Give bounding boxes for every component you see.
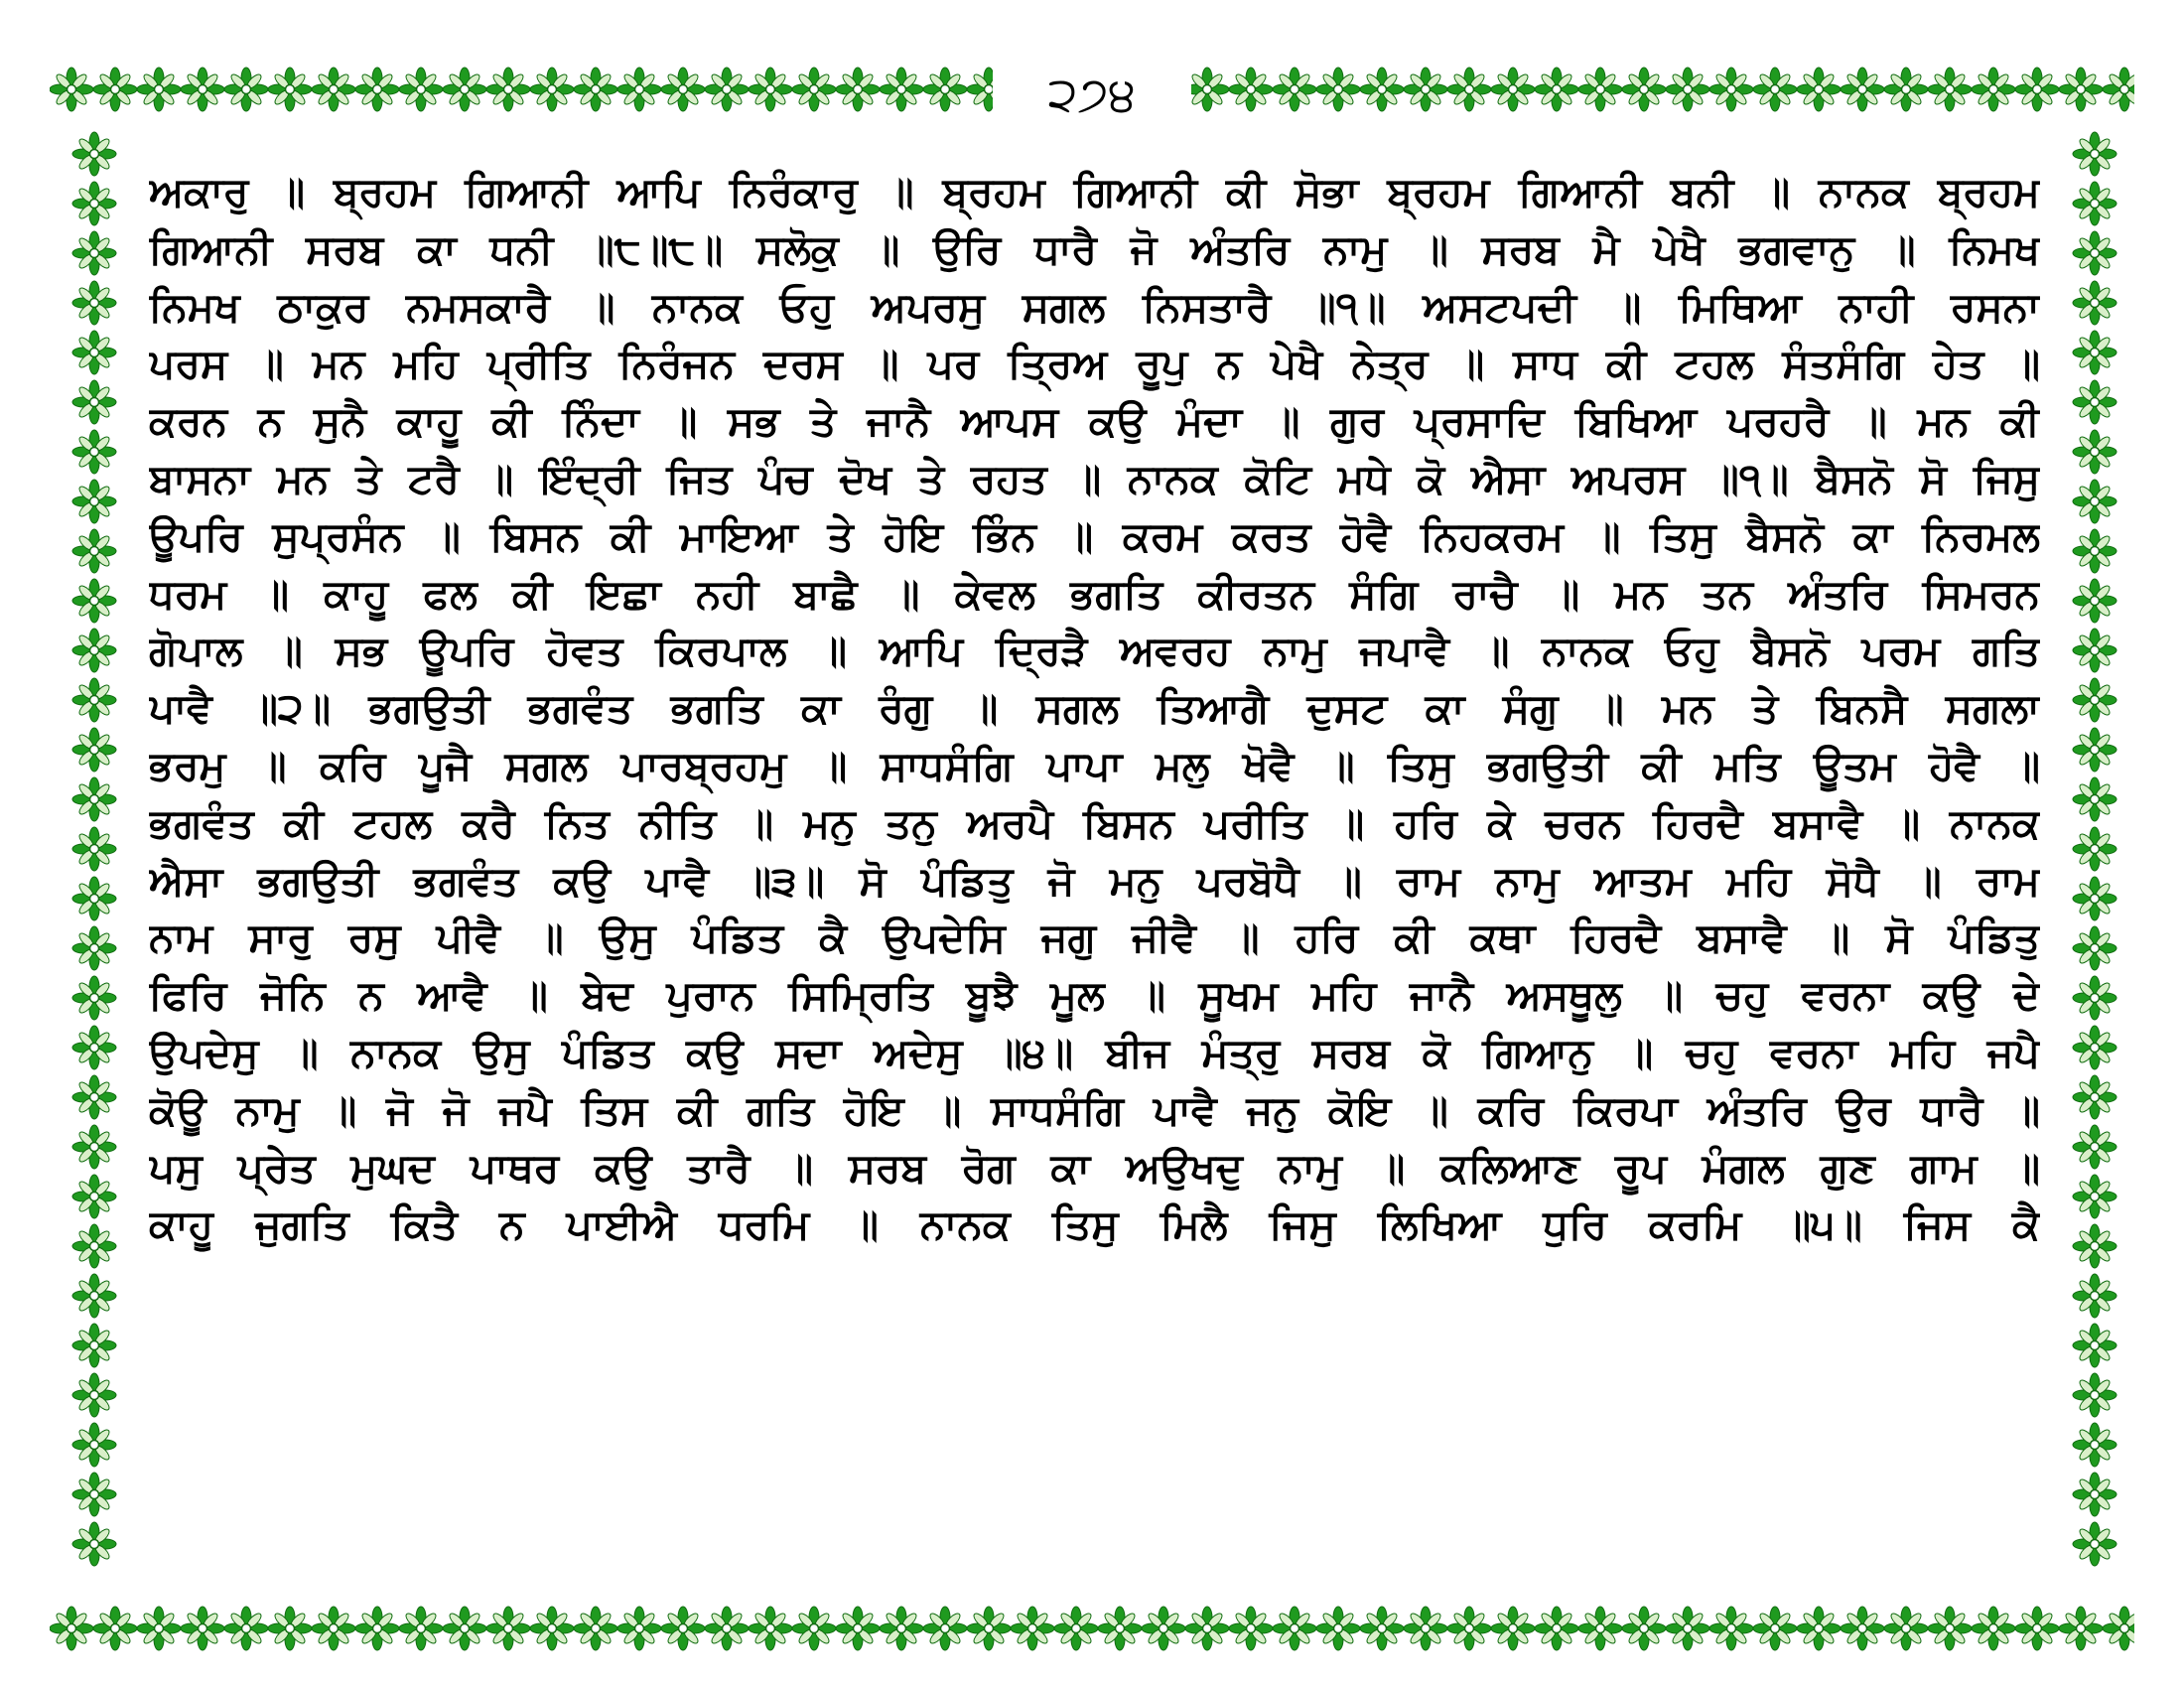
flower-icon bbox=[836, 1607, 880, 1650]
flower-icon bbox=[1447, 68, 1491, 111]
flower-icon bbox=[72, 331, 116, 374]
flower-icon bbox=[1622, 1607, 1666, 1650]
flower-icon bbox=[2073, 976, 2116, 1020]
flower-icon bbox=[2059, 1607, 2103, 1650]
text-line: ਕੋਊ ਨਾਮੁ ॥ ਜੋ ਜੋ ਜਪੈ ਤਿਸ ਕੀ ਗਤਿ ਹੋਇ ॥ ਸਾਧਸੰਗਿ ਪਾਵੈ ਜਨੁ ਕੋਇ ॥ ਕਰਿ ਕਿਰਪਾ ਅੰਤਰਿ ਉਰ ਧਾਰੈ ॥ bbox=[149, 1085, 2040, 1134]
flower-icon bbox=[72, 1274, 116, 1318]
text-line: ਫਿਰਿ ਜੋਨਿ ਨ ਆਵੈ ॥ ਬੇਦ ਪੁਰਾਨ ਸਿਮ੍ਰਿਤਿ ਬੂਝੈ ਮੂਲ ॥ ਸੂਖਮ ਮਹਿ ਜਾਨੈ ਅਸਥੂਲੁ ॥ ਚਹੁ ਵਰਨਾ ਕਉ ਦੇ bbox=[149, 971, 2040, 1020]
flower-icon bbox=[72, 1473, 116, 1516]
flower-icon bbox=[792, 1607, 836, 1650]
flower-icon bbox=[72, 1522, 116, 1566]
flower-icon bbox=[2073, 1522, 2116, 1566]
flower-icon bbox=[2015, 1607, 2059, 1650]
flower-icon bbox=[72, 678, 116, 722]
flower-icon bbox=[1098, 1607, 1142, 1650]
flower-icon bbox=[2073, 1324, 2116, 1367]
flower-icon bbox=[72, 281, 116, 325]
border-bottom bbox=[50, 1589, 2134, 1668]
flower-icon bbox=[2073, 331, 2116, 374]
text-line: ਅਕਾਰੁ ॥ ਬ੍ਰਹਮ ਗਿਆਨੀ ਆਪਿ ਨਿਰੰਕਾਰੁ ॥ ਬ੍ਰਹਮ ਗਿਆਨੀ ਕੀ ਸੋਭਾ ਬ੍ਰਹਮ ਗਿਆਨੀ ਬਨੀ ॥ ਨਾਨਕ ਬ੍ਰਹਮ bbox=[149, 168, 2040, 215]
text-line: ਗੋਪਾਲ ॥ ਸਭ ਊਪਰਿ ਹੋਵਤ ਕਿਰਪਾਲ ॥ ਆਪਿ ਦ੍ਰਿੜੈ ਅਵਰਹ ਨਾਮੁ ਜਪਾਵੈ ॥ ਨਾਨਕ ਓਹੁ ਬੈਸਨੋ ਪਰਮ ਗਤਿ bbox=[149, 627, 2040, 675]
flower-icon bbox=[1360, 68, 1404, 111]
flower-icon bbox=[1491, 1607, 1535, 1650]
flower-icon bbox=[443, 68, 486, 111]
text-line: ਐਸਾ ਭਗਉਤੀ ਭਗਵੰਤ ਕਉ ਪਾਵੈ ॥੩॥ ਸੋ ਪੰਡਿਤੁ ਜੋ ਮਨੁ ਪਰਬੋਧੈ ॥ ਰਾਮ ਨਾਮੁ ਆਤਮ ਮਹਿ ਸੋਧੈ ॥ ਰਾਮ bbox=[149, 856, 2040, 905]
flower-icon bbox=[1972, 1607, 2015, 1650]
flower-icon bbox=[2073, 1075, 2116, 1119]
flower-icon bbox=[72, 529, 116, 573]
flower-icon bbox=[355, 68, 399, 111]
flower-icon bbox=[72, 480, 116, 523]
flower-icon bbox=[72, 132, 116, 176]
flower-icon bbox=[137, 68, 181, 111]
flower-icon bbox=[1753, 1607, 1797, 1650]
flower-icon bbox=[72, 777, 116, 821]
flower-icon bbox=[1841, 1607, 1884, 1650]
text-line: ਬਾਸਨਾ ਮਨ ਤੇ ਟਰੈ ॥ ਇੰਦ੍ਰੀ ਜਿਤ ਪੰਚ ਦੋਖ ਤੇ ਰਹਤ ॥ ਨਾਨਕ ਕੋਟਿ ਮਧੇ ਕੋ ਐਸਾ ਅਪਰਸ ॥੧॥ ਬੈਸਨੋ ਸੋ ਜਿਸੁ bbox=[149, 454, 2040, 502]
flower-icon bbox=[1797, 1607, 1841, 1650]
flower-icon bbox=[2073, 529, 2116, 573]
flower-icon bbox=[2073, 1373, 2116, 1417]
flower-icon bbox=[2073, 132, 2116, 176]
flower-icon bbox=[1316, 1607, 1360, 1650]
flower-icon bbox=[2073, 1224, 2116, 1268]
flower-icon bbox=[1884, 1607, 1928, 1650]
flower-icon bbox=[72, 1125, 116, 1169]
text-line: ਪਰਸ ॥ ਮਨ ਮਹਿ ਪ੍ਰੀਤਿ ਨਿਰੰਜਨ ਦਰਸ ॥ ਪਰ ਤ੍ਰਿਅ ਰੂਪੁ ਨ ਪੇਖੈ ਨੇਤ੍ਰ ॥ ਸਾਧ ਕੀ ਟਹਲ ਸੰਤਸੰਗਿ ਹੇਤ ॥ bbox=[149, 340, 2040, 388]
text-line: ਊਪਰਿ ਸੁਪ੍ਰਸੰਨ ॥ ਬਿਸਨ ਕੀ ਮਾਇਆ ਤੇ ਹੋਇ ਭਿੰਨ ॥ ਕਰਮ ਕਰਤ ਹੋਵੈ ਨਿਹਕਰਮ ॥ ਤਿਸੁ ਬੈਸਨੋ ਕਾ ਨਿਰਮਲ bbox=[149, 511, 2040, 560]
flower-icon bbox=[72, 1175, 116, 1218]
flower-icon bbox=[72, 231, 116, 275]
text-line: ਉਪਦੇਸੁ ॥ ਨਾਨਕ ਉਸੁ ਪੰਡਿਤ ਕਉ ਸਦਾ ਅਦੇਸੁ ॥੪॥ ਬੀਜ ਮੰਤ੍ਰੁ ਸਰਬ ਕੋ ਗਿਆਨੁ ॥ ਚਹੁ ਵਰਨਾ ਮਹਿ ਜਪੈ bbox=[149, 1028, 2040, 1076]
flower-icon bbox=[1884, 68, 1928, 111]
flower-icon bbox=[1185, 1607, 1229, 1650]
flower-icon bbox=[880, 68, 923, 111]
text-line: ਗਿਆਨੀ ਸਰਬ ਕਾ ਧਨੀ ॥੮॥੮॥ ਸਲੋਕੁ ॥ ਉਰਿ ਧਾਰੈ ਜੋ ਅੰਤਰਿ ਨਾਮੁ ॥ ਸਰਬ ਮੈ ਪੇਖੈ ਭਗਵਾਨੁ ॥ ਨਿਮਖ bbox=[149, 224, 2040, 273]
border-right bbox=[2050, 129, 2139, 1589]
flower-icon bbox=[268, 1607, 312, 1650]
flower-icon bbox=[1011, 1607, 1054, 1650]
flower-icon bbox=[2073, 480, 2116, 523]
flower-icon bbox=[530, 1607, 574, 1650]
flower-icon bbox=[2073, 579, 2116, 623]
flower-icon bbox=[1622, 68, 1666, 111]
flower-icon bbox=[2073, 1125, 2116, 1169]
flower-icon bbox=[2073, 877, 2116, 920]
flower-icon bbox=[2073, 926, 2116, 970]
flower-icon bbox=[836, 68, 880, 111]
flower-icon bbox=[1928, 1607, 1972, 1650]
flower-icon bbox=[2073, 1274, 2116, 1318]
flower-icon bbox=[443, 1607, 486, 1650]
flower-icon bbox=[2073, 678, 2116, 722]
flower-icon bbox=[2073, 629, 2116, 672]
flower-icon bbox=[2073, 1175, 2116, 1218]
flower-icon bbox=[72, 728, 116, 772]
flower-icon bbox=[2073, 1026, 2116, 1069]
flower-icon bbox=[72, 1026, 116, 1069]
flower-icon bbox=[50, 1607, 93, 1650]
flower-icon bbox=[1535, 68, 1578, 111]
flower-icon bbox=[661, 68, 705, 111]
text-line: ਪਸੁ ਪ੍ਰੇਤ ਮੁਘਦ ਪਾਥਰ ਕਉ ਤਾਰੈ ॥ ਸਰਬ ਰੋਗ ਕਾ ਅਉਖਦੁ ਨਾਮੁ ॥ ਕਲਿਆਣ ਰੂਪ ਮੰਗਲ ਗੁਣ ਗਾਮ ॥ bbox=[149, 1143, 2040, 1192]
flower-icon bbox=[72, 579, 116, 623]
flower-icon bbox=[181, 1607, 224, 1650]
text-line: ਨਿਮਖ ਠਾਕੁਰ ਨਮਸਕਾਰੈ ॥ ਨਾਨਕ ਓਹੁ ਅਪਰਸੁ ਸਗਲ ਨਿਸਤਾਰੈ ॥੧॥ ਅਸਟਪਦੀ ॥ ਮਿਥਿਆ ਨਾਹੀ ਰਸਨਾ bbox=[149, 282, 2040, 331]
flower-icon bbox=[181, 68, 224, 111]
flower-icon bbox=[617, 1607, 661, 1650]
flower-icon bbox=[2073, 281, 2116, 325]
page-number: ੨੭੪ bbox=[993, 60, 1191, 129]
flower-icon bbox=[1229, 1607, 1273, 1650]
flower-icon bbox=[2103, 68, 2134, 111]
flower-icon bbox=[72, 976, 116, 1020]
flower-icon bbox=[923, 68, 967, 111]
flower-icon bbox=[1666, 1607, 1709, 1650]
flower-icon bbox=[72, 827, 116, 871]
flower-icon bbox=[72, 926, 116, 970]
flower-icon bbox=[2073, 777, 2116, 821]
flower-icon bbox=[661, 1607, 705, 1650]
flower-icon bbox=[2103, 1607, 2134, 1650]
flower-icon bbox=[72, 877, 116, 920]
flower-icon bbox=[1273, 68, 1316, 111]
flower-icon bbox=[72, 1224, 116, 1268]
flower-icon bbox=[1229, 68, 1273, 111]
flower-icon bbox=[72, 1423, 116, 1467]
flower-icon bbox=[224, 68, 268, 111]
flower-icon bbox=[93, 68, 137, 111]
flower-icon bbox=[2073, 1423, 2116, 1467]
flower-icon bbox=[2073, 430, 2116, 474]
flower-icon bbox=[880, 1607, 923, 1650]
flower-icon bbox=[1753, 68, 1797, 111]
flower-icon bbox=[355, 1607, 399, 1650]
flower-icon bbox=[1185, 68, 1229, 111]
flower-icon bbox=[72, 1324, 116, 1367]
text-line: ਧਰਮ ॥ ਕਾਹੂ ਫਲ ਕੀ ਇਛਾ ਨਹੀ ਬਾਛੈ ॥ ਕੇਵਲ ਭਗਤਿ ਕੀਰਤਨ ਸੰਗਿ ਰਾਚੈ ॥ ਮਨ ਤਨ ਅੰਤਰਿ ਸਿਮਰਨ bbox=[149, 569, 2040, 618]
flower-icon bbox=[1709, 68, 1753, 111]
flower-icon bbox=[72, 430, 116, 474]
flower-icon bbox=[2073, 1473, 2116, 1516]
flower-icon bbox=[705, 68, 749, 111]
flower-icon bbox=[486, 1607, 530, 1650]
flower-icon bbox=[72, 380, 116, 424]
flower-icon bbox=[1142, 1607, 1185, 1650]
text-line: ਕਰਨ ਨ ਸੁਨੈ ਕਾਹੂ ਕੀ ਨਿੰਦਾ ॥ ਸਭ ਤੇ ਜਾਨੈ ਆਪਸ ਕਉ ਮੰਦਾ ॥ ਗੁਰ ਪ੍ਰਸਾਦਿ ਬਿਖਿਆ ਪਰਹਰੈ ॥ ਮਨ ਕੀ bbox=[149, 397, 2040, 446]
flower-icon bbox=[486, 68, 530, 111]
flower-icon bbox=[72, 182, 116, 225]
flower-icon bbox=[1404, 1607, 1447, 1650]
flower-icon bbox=[1491, 68, 1535, 111]
flower-icon bbox=[2073, 182, 2116, 225]
flower-icon bbox=[72, 629, 116, 672]
flower-icon bbox=[1709, 1607, 1753, 1650]
text-line: ਪਾਵੈ ॥੨॥ ਭਗਉਤੀ ਭਗਵੰਤ ਭਗਤਿ ਕਾ ਰੰਗੁ ॥ ਸਗਲ ਤਿਆਗੈ ਦੁਸਟ ਕਾ ਸੰਗੁ ॥ ਮਨ ਤੇ ਬਿਨਸੈ ਸਗਲਾ bbox=[149, 684, 2040, 733]
border-left bbox=[50, 129, 139, 1589]
text-line: ਭਗਵੰਤ ਕੀ ਟਹਲ ਕਰੈ ਨਿਤ ਨੀਤਿ ॥ ਮਨੁ ਤਨੁ ਅਰਪੈ ਬਿਸਨ ਪਰੀਤਿ ॥ ਹਰਿ ਕੇ ਚਰਨ ਹਿਰਦੈ ਬਸਾਵੈ ॥ ਨਾਨਕ bbox=[149, 798, 2040, 847]
flower-icon bbox=[2073, 380, 2116, 424]
flower-icon bbox=[1972, 68, 2015, 111]
flower-icon bbox=[224, 1607, 268, 1650]
flower-icon bbox=[50, 68, 93, 111]
flower-icon bbox=[2073, 728, 2116, 772]
flower-icon bbox=[792, 68, 836, 111]
text-line: ਭਰਮੁ ॥ ਕਰਿ ਪੂਜੈ ਸਗਲ ਪਾਰਬ੍ਰਹਮੁ ॥ ਸਾਧਸੰਗਿ ਪਾਪਾ ਮਲੁ ਖੋਵੈ ॥ ਤਿਸੁ ਭਗਉਤੀ ਕੀ ਮਤਿ ਊਤਮ ਹੋਵੈ ॥ bbox=[149, 741, 2040, 789]
flower-icon bbox=[967, 1607, 1011, 1650]
flower-icon bbox=[1447, 1607, 1491, 1650]
flower-icon bbox=[749, 1607, 792, 1650]
flower-icon bbox=[574, 1607, 617, 1650]
flower-icon bbox=[399, 1607, 443, 1650]
text-line: ਕਾਹੂ ਜੁਗਤਿ ਕਿਤੈ ਨ ਪਾਈਐ ਧਰਮਿ ॥ ਨਾਨਕ ਤਿਸੁ ਮਿਲੈ ਜਿਸੁ ਲਿਖਿਆ ਧੁਰਿ ਕਰਮਿ ॥੫॥ ਜਿਸ ਕੈ bbox=[149, 1200, 2040, 1249]
flower-icon bbox=[2015, 68, 2059, 111]
flower-icon bbox=[93, 1607, 137, 1650]
flower-icon bbox=[1578, 68, 1622, 111]
flower-icon bbox=[617, 68, 661, 111]
flower-icon bbox=[1535, 1607, 1578, 1650]
flower-icon bbox=[1797, 68, 1841, 111]
flower-icon bbox=[137, 1607, 181, 1650]
flower-icon bbox=[1054, 1607, 1098, 1650]
text-line: ਨਾਮ ਸਾਰੁ ਰਸੁ ਪੀਵੈ ॥ ਉਸੁ ਪੰਡਿਤ ਕੈ ਉਪਦੇਸਿ ਜਗੁ ਜੀਵੈ ॥ ਹਰਿ ਕੀ ਕਥਾ ਹਿਰਦੈ ਬਸਾਵੈ ॥ ਸੋ ਪੰਡਿਤੁ bbox=[149, 914, 2040, 962]
flower-icon bbox=[1841, 68, 1884, 111]
flower-icon bbox=[705, 1607, 749, 1650]
flower-icon bbox=[1273, 1607, 1316, 1650]
flower-icon bbox=[268, 68, 312, 111]
flower-icon bbox=[1404, 68, 1447, 111]
flower-icon bbox=[2073, 827, 2116, 871]
flower-icon bbox=[923, 1607, 967, 1650]
flower-icon bbox=[1316, 68, 1360, 111]
flower-icon bbox=[72, 1373, 116, 1417]
flower-icon bbox=[1928, 68, 1972, 111]
flower-icon bbox=[2059, 68, 2103, 111]
flower-icon bbox=[749, 68, 792, 111]
flower-icon bbox=[574, 68, 617, 111]
flower-icon bbox=[312, 68, 355, 111]
flower-icon bbox=[1360, 1607, 1404, 1650]
flower-icon bbox=[312, 1607, 355, 1650]
flower-icon bbox=[530, 68, 574, 111]
flower-icon bbox=[399, 68, 443, 111]
flower-icon bbox=[1666, 68, 1709, 111]
flower-icon bbox=[2073, 231, 2116, 275]
flower-icon bbox=[1578, 1607, 1622, 1650]
flower-icon bbox=[72, 1075, 116, 1119]
scripture-text bbox=[149, 164, 2040, 1574]
